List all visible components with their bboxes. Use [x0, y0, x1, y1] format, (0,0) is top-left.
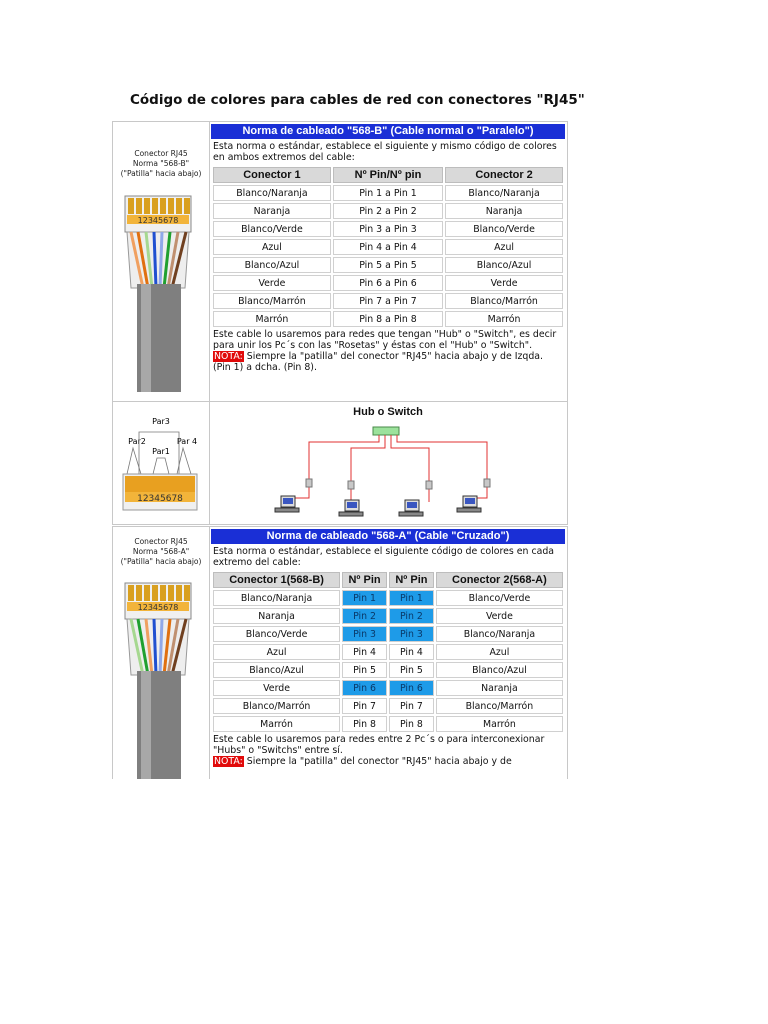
caption-line: Norma "568-A"	[132, 547, 190, 556]
table-cell: Pin 3 a Pin 3	[333, 221, 443, 237]
table-568b-panel	[211, 122, 565, 402]
table-cell: Blanco/Naranja	[213, 185, 331, 201]
table-row	[213, 293, 563, 309]
pairs-panel	[113, 402, 210, 524]
table-cell: Blanco/Verde	[436, 590, 563, 606]
network-panel	[211, 402, 565, 524]
nota-text: Siempre la "patilla" del conector "RJ45" hacia abajo y de Izqda. (Pin 1) a dcha. (Pin 8).	[213, 351, 544, 373]
pc-icons	[275, 496, 481, 516]
column-header: Nº Pin	[342, 572, 387, 588]
column-header: Conector 1	[213, 167, 331, 183]
rj45-plug-568b-image	[113, 188, 209, 398]
table-cell: Pin 6	[342, 680, 387, 696]
column-header: Nº Pin	[389, 572, 434, 588]
table-row	[213, 239, 563, 255]
note-568a	[211, 734, 565, 769]
table-cell: Naranja	[213, 203, 331, 219]
table-cell: Pin 3	[342, 626, 387, 642]
table-cell: Blanco/Azul	[213, 257, 331, 273]
par2-label: Par2	[128, 437, 146, 446]
caption-line: Conector RJ45	[134, 149, 188, 158]
table-cell: Blanco/Verde	[213, 626, 340, 642]
pc-icon	[339, 500, 363, 516]
table-row	[213, 590, 563, 606]
table-cell: Pin 6	[389, 680, 434, 696]
intro-568a: Esta norma o estándar, establece el siguiente código de colores en cada extremo del cable:	[213, 546, 555, 568]
network-diagram	[211, 402, 565, 524]
table-row	[213, 680, 563, 696]
table-row	[213, 698, 563, 714]
table-cell: Pin 7 a Pin 7	[333, 293, 443, 309]
table-row	[213, 203, 563, 219]
header-568a: Norma de cableado "568-A" (Cable "Cruzado")	[211, 529, 565, 544]
caption-line: ("Patilla" hacia abajo)	[120, 169, 202, 178]
intro-568b: Esta norma o estándar, establece el siguiente y mismo código de colores en ambos extremos del cable:	[213, 141, 557, 163]
table-cell: Azul	[436, 644, 563, 660]
table-row	[213, 716, 563, 732]
table-568a-panel	[211, 527, 565, 779]
table-cell: Pin 4	[389, 644, 434, 660]
column-header: Conector 2	[445, 167, 563, 183]
table-cell: Pin 2	[389, 608, 434, 624]
section-pairs-network	[112, 401, 568, 525]
table-row	[213, 185, 563, 201]
table-cell: Pin 3	[389, 626, 434, 642]
column-header: Conector 2(568-A)	[436, 572, 563, 588]
pair-diagram	[113, 402, 209, 524]
section-568a	[112, 526, 568, 779]
pc-icon	[457, 496, 481, 512]
connector-568b-caption	[113, 149, 209, 179]
table-cell: Pin 1	[389, 590, 434, 606]
column-header: Conector 1(568-B)	[213, 572, 340, 588]
wall-sockets	[306, 479, 490, 489]
table-cell: Pin 8	[389, 716, 434, 732]
table-cell: Naranja	[436, 680, 563, 696]
table-cell: Verde	[213, 275, 331, 291]
note-568b	[211, 329, 565, 375]
table-row	[213, 257, 563, 273]
table-cell: Blanco/Marrón	[445, 293, 563, 309]
nota-badge: NOTA:	[214, 351, 243, 362]
table-568a	[211, 570, 565, 734]
rj45-plug-568a-image	[113, 575, 209, 781]
table-cell: Naranja	[213, 608, 340, 624]
network-lines	[293, 435, 487, 502]
hub-icon	[373, 427, 399, 435]
plug-pin-numbers: 12345678	[137, 216, 179, 225]
header-568b: Norma de cableado "568-B" (Cable normal o "Paralelo")	[211, 124, 565, 139]
table-cell: Marrón	[445, 311, 563, 327]
caption-line: ("Patilla" hacia abajo)	[120, 557, 202, 566]
plug-pin-numbers: 12345678	[137, 603, 179, 612]
caption-line: Norma "568-B"	[132, 159, 190, 168]
table-cell: Azul	[445, 239, 563, 255]
table-cell: Marrón	[213, 311, 331, 327]
section-568b	[112, 121, 568, 403]
pc-icon	[399, 500, 423, 516]
table-cell: Pin 6 a Pin 6	[333, 275, 443, 291]
caption-line: Conector RJ45	[134, 537, 188, 546]
table-cell: Pin 1 a Pin 1	[333, 185, 443, 201]
table-cell: Blanco/Verde	[445, 221, 563, 237]
column-header: Nº Pin/Nº pin	[333, 167, 443, 183]
table-cell: Pin 4 a Pin 4	[333, 239, 443, 255]
table-cell: Marrón	[213, 716, 340, 732]
table-cell: Azul	[213, 239, 331, 255]
table-cell: Pin 8 a Pin 8	[333, 311, 443, 327]
table-cell: Blanco/Azul	[436, 662, 563, 678]
table-cell: Pin 1	[342, 590, 387, 606]
connector-568a-caption	[113, 537, 209, 567]
nota-badge: NOTA:	[214, 756, 243, 767]
table-row	[213, 662, 563, 678]
note-text: Este cable lo usaremos para redes que tengan "Hub" o "Switch", es decir para unir los Pc´s con las "Rosetas" y éstas con el "Hub" o "Switch".	[213, 329, 557, 351]
table-cell: Naranja	[445, 203, 563, 219]
table-cell: Verde	[436, 608, 563, 624]
table-cell: Blanco/Marrón	[213, 698, 340, 714]
table-cell: Marrón	[436, 716, 563, 732]
table-cell: Pin 2	[342, 608, 387, 624]
nota-text: Siempre la "patilla" del conector "RJ45" hacia abajo y de	[243, 756, 512, 767]
table-cell: Pin 7	[342, 698, 387, 714]
table-cell: Pin 4	[342, 644, 387, 660]
par3-label: Par3	[152, 417, 170, 426]
table-cell: Blanco/Marrón	[213, 293, 331, 309]
table-row	[213, 626, 563, 642]
table-cell: Blanco/Naranja	[436, 626, 563, 642]
table-row	[213, 221, 563, 237]
page-title: Código de colores para cables de red con conectores "RJ45"	[130, 92, 585, 108]
table-cell: Pin 5	[342, 662, 387, 678]
table-row	[213, 644, 563, 660]
table-cell: Pin 8	[342, 716, 387, 732]
table-cell: Pin 7	[389, 698, 434, 714]
table-cell: Blanco/Naranja	[445, 185, 563, 201]
par4-label: Par 4	[176, 437, 198, 446]
table-cell: Verde	[213, 680, 340, 696]
table-cell: Pin 5 a Pin 5	[333, 257, 443, 273]
table-cell: Pin 5	[389, 662, 434, 678]
table-cell: Blanco/Marrón	[436, 698, 563, 714]
connector-568b-panel	[113, 122, 210, 402]
connector-568a-panel	[113, 527, 210, 779]
hub-title: Hub o Switch	[353, 406, 423, 418]
pc-icon	[275, 496, 299, 512]
table-cell: Azul	[213, 644, 340, 660]
table-cell: Blanco/Naranja	[213, 590, 340, 606]
table-cell: Verde	[445, 275, 563, 291]
note-text: Este cable lo usaremos para redes entre 2 Pc´s o para interconexionar "Hubs" o "Switchs" entre sí.	[213, 734, 545, 756]
table-cell: Pin 2 a Pin 2	[333, 203, 443, 219]
table-cell: Blanco/Azul	[445, 257, 563, 273]
table-row	[213, 608, 563, 624]
par1-label: Par1	[152, 447, 170, 456]
pair-pin-numbers: 12345678	[137, 494, 183, 504]
table-cell: Blanco/Azul	[213, 662, 340, 678]
table-cell: Blanco/Verde	[213, 221, 331, 237]
table-row	[213, 275, 563, 291]
table-row	[213, 311, 563, 327]
table-568b	[211, 165, 565, 329]
